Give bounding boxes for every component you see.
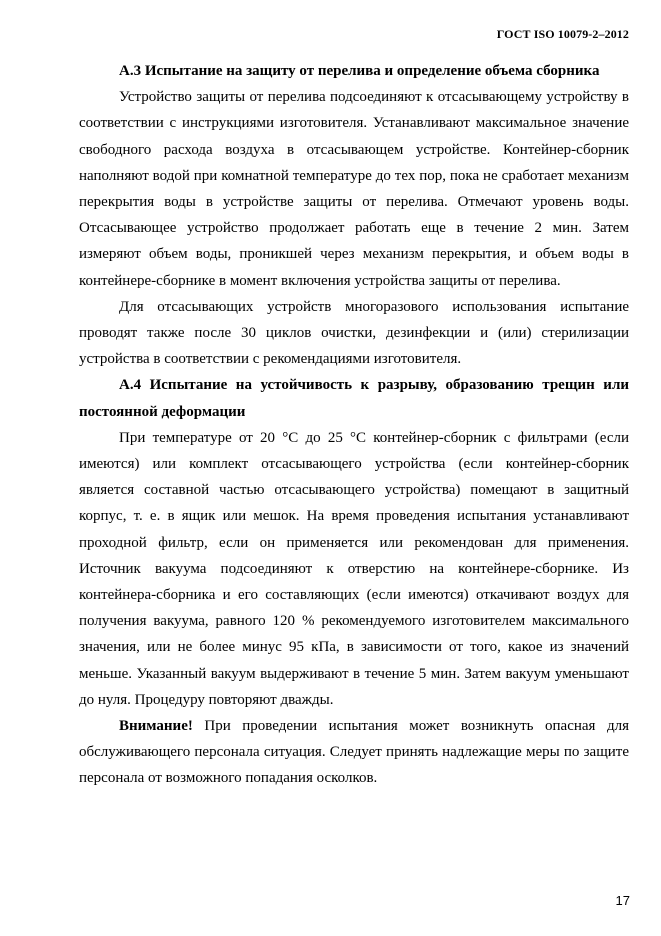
document-body [79, 58, 629, 792]
warning-paragraph [79, 713, 629, 792]
warning-label: Внимание! [119, 718, 193, 735]
warning-text: При проведении испытания может возникнуть опасная для обслуживающего персонала ситуация. Следует принять надлежащие меры по защите персонала от возможного попадания осколков. [79, 718, 629, 787]
section-a3-title: А.3 Испытание на защиту от перелива и определение объема сборника [119, 63, 600, 79]
page-number: 17 [615, 893, 630, 908]
section-a3-paragraph-2: Для отсасывающих устройств многоразового использования испытание проводят также после 30 циклов очистки, дезинфекции и (или) стерилизации устройства в соответствии с рекомендациями изготовителя. [79, 298, 629, 368]
section-a4-title: А.4 Испытание на устойчивость к разрыву, образованию трещин или постоянной деформации [79, 377, 629, 420]
section-a4-paragraph-1: При температуре от 20 °C до 25 °C контейнер-сборник с фильтрами (если имеются) или комплект отсасывающего устройства (если контейнер-сборник является составной частью отсасывающего устройства) помещают в защитный корпус, т. е. в ящик или мешок. На время проведения испытания устанавливают проходной фильтр, если он применяется или рекомендован для применения. Источник вакуума подсоединяют к отверстию на контейнере-сборнике. Из контейнера-сборника и его составляющих (если имеются) откачивают воздух для получения вакуума, равного 120 % рекомендуемого изготовителем максимального значения, или не более минус 95 кПа, в зависимости от того, какое из значений меньше. Указанный вакуум выдерживают в течение 5 мин. Затем вакуум уменьшают до нуля. Процедуру повторяют дважды. [79, 429, 629, 708]
section-a3-paragraph-1: Устройство защиты от перелива подсоединяют к отсасывающему устройству в соответствии с инструкциями изготовителя. Устанавливают максимальное значение свободного расхода воздуха в отсасывающем устройстве. Контейнер-сборник наполняют водой при комнатной температуре до тех пор, пока не сработает механизм перекрытия воды в устройстве защиты от перелива. Отмечают уровень воды. Отсасывающее устройство продолжает работать еще в течение 2 мин. Затем измеряют объем воды, проникшей через механизм перекрытия, и объем воды в контейнере-сборнике в момент включения устройства защиты от перелива. [79, 89, 629, 289]
document-header: ГОСТ ISO 10079-2–2012 [496, 27, 629, 41]
